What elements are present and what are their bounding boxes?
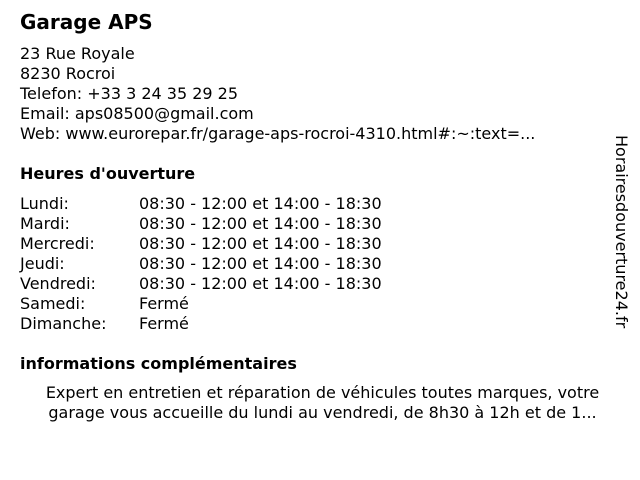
day-label: Mercredi: <box>20 234 95 253</box>
day-label: Samedi: <box>20 294 86 313</box>
day-hours: 08:30 - 12:00 et 14:00 - 18:30 <box>139 254 382 273</box>
hours-row-friday <box>20 274 382 294</box>
hours-row-monday <box>20 194 382 214</box>
day-hours: 08:30 - 12:00 et 14:00 - 18:30 <box>139 194 382 213</box>
address-line-street: 23 Rue Royale <box>20 44 135 63</box>
contact-block <box>20 44 535 144</box>
day-label: Mardi: <box>20 214 70 233</box>
hours-row-sunday <box>20 314 382 334</box>
info-line: Expert en entretien et réparation de véhicules toutes marques, votre <box>45 383 600 402</box>
day-hours: Fermé <box>139 314 189 333</box>
additional-info-text <box>20 383 625 423</box>
opening-hours-table <box>20 194 382 334</box>
additional-info-heading: informations complémentaires <box>20 354 297 373</box>
day-hours: Fermé <box>139 294 189 313</box>
info-line: garage vous accueille du lundi au vendredi, de 8h30 à 12h et de 1... <box>48 403 597 422</box>
day-label: Dimanche: <box>20 314 107 333</box>
day-label: Lundi: <box>20 194 69 213</box>
day-label: Jeudi: <box>20 254 65 273</box>
opening-hours-heading: Heures d'ouverture <box>20 164 196 183</box>
day-hours: 08:30 - 12:00 et 14:00 - 18:30 <box>139 214 382 233</box>
watermark-text: Horairesdouverture24.fr <box>612 135 631 329</box>
website-url: Web: www.eurorepar.fr/garage-aps-rocroi-4310.html#:~:text=... <box>20 124 536 143</box>
day-hours: 08:30 - 12:00 et 14:00 - 18:30 <box>139 234 382 253</box>
address-line-city: 8230 Rocroi <box>20 64 116 83</box>
day-hours: 08:30 - 12:00 et 14:00 - 18:30 <box>139 274 382 293</box>
day-label: Vendredi: <box>20 274 96 293</box>
business-name: Garage APS <box>20 10 153 34</box>
hours-row-thursday <box>20 254 382 274</box>
phone-number: Telefon: +33 3 24 35 29 25 <box>20 84 239 103</box>
hours-row-tuesday <box>20 214 382 234</box>
email-address: Email: aps08500@gmail.com <box>20 104 254 123</box>
hours-row-saturday <box>20 294 382 314</box>
hours-row-wednesday <box>20 234 382 254</box>
site-watermark <box>610 135 634 345</box>
